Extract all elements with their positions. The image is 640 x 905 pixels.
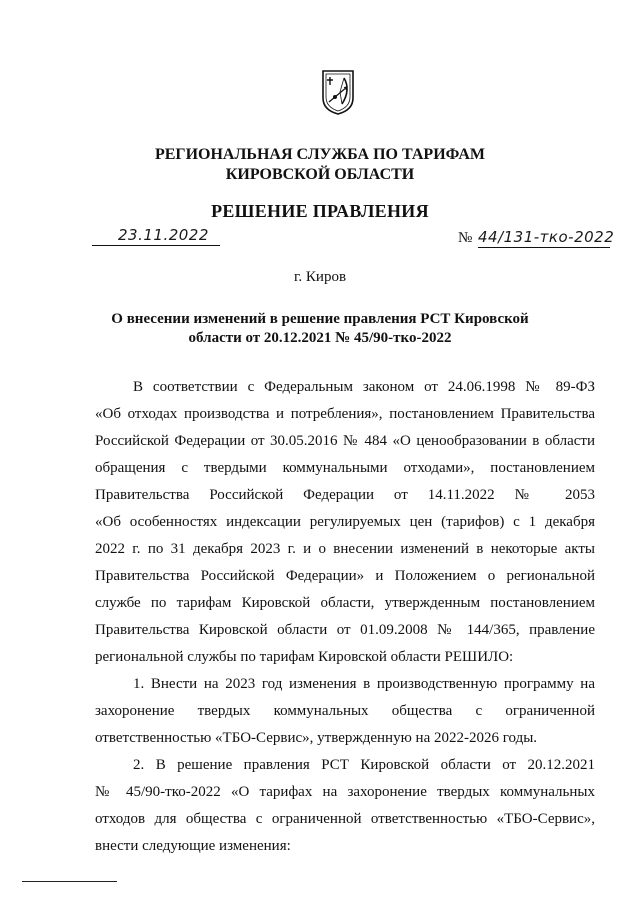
body-line: № 45/90-тко-2022 «О тарифах на захоронение твердых коммунальных xyxy=(95,784,595,800)
number-underline xyxy=(478,247,610,248)
body-line: «Об отходах производства и потребления», постановлением Правительства xyxy=(95,406,595,422)
subject-line: области от 20.12.2021 № 45/90-тко-2022 xyxy=(188,330,452,346)
date-underline xyxy=(92,245,220,246)
body-line: службе по тарифам Кировской области, утвержденным постановлением xyxy=(95,595,595,611)
decision-title: РЕШЕНИЕ ПРАВЛЕНИЯ xyxy=(211,201,429,221)
body-line: 1. Внести на 2023 год изменения в производственную программу на xyxy=(133,676,595,692)
body-line: захоронение твердых коммунальных общества с ограниченной xyxy=(95,703,595,719)
body-line: региональной службы по тарифам Кировской области РЕШИЛО: xyxy=(95,649,514,665)
body-line: В соответствии с Федеральным законом от 24.06.1998 № 89-ФЗ xyxy=(133,379,595,395)
body-line: Правительства Кировской области от 01.09.2008 № 144/365, правление xyxy=(95,622,595,638)
subject-line: О внесении изменений в решение правления РСТ Кировской xyxy=(111,311,529,327)
city: г. Киров xyxy=(293,269,347,285)
agency-name-line2: КИРОВСКОЙ ОБЛАСТИ xyxy=(225,166,415,183)
body-line: обращения с твердыми коммунальными отходами», постановлением xyxy=(95,460,595,476)
decision-number: 44/131-тко-2022 xyxy=(478,228,615,246)
number-label: № xyxy=(458,230,473,246)
decision-date: 23.11.2022 xyxy=(118,226,209,244)
coat-of-arms-icon xyxy=(320,68,356,116)
body-line: 2022 г. по 31 декабря 2023 г. и о внесении изменений в некоторые акты xyxy=(95,541,595,557)
body-line: отходов для общества с ограниченной ответственностью «ТБО-Сервис», xyxy=(95,811,595,827)
body-line: «Об особенностях индексации регулируемых цен (тарифов) с 1 декабря xyxy=(95,514,595,530)
body-line: Правительства Российской Федерации от 14.11.2022 № 2053 xyxy=(95,487,595,503)
body-line: Российской Федерации от 30.05.2016 № 484 «О ценообразовании в области xyxy=(95,433,595,449)
body-line: внести следующие изменения: xyxy=(95,838,291,854)
body-line: Правительства Российской Федерации» и Положением о региональной xyxy=(95,568,595,584)
footnote-separator xyxy=(22,881,117,882)
agency-name-line1: РЕГИОНАЛЬНАЯ СЛУЖБА ПО ТАРИФАМ xyxy=(154,146,486,163)
body-line: ответственностью «ТБО-Сервис», утвержденную на 2022-2026 годы. xyxy=(95,730,538,746)
body-line: 2. В решение правления РСТ Кировской области от 20.12.2021 xyxy=(133,757,595,773)
